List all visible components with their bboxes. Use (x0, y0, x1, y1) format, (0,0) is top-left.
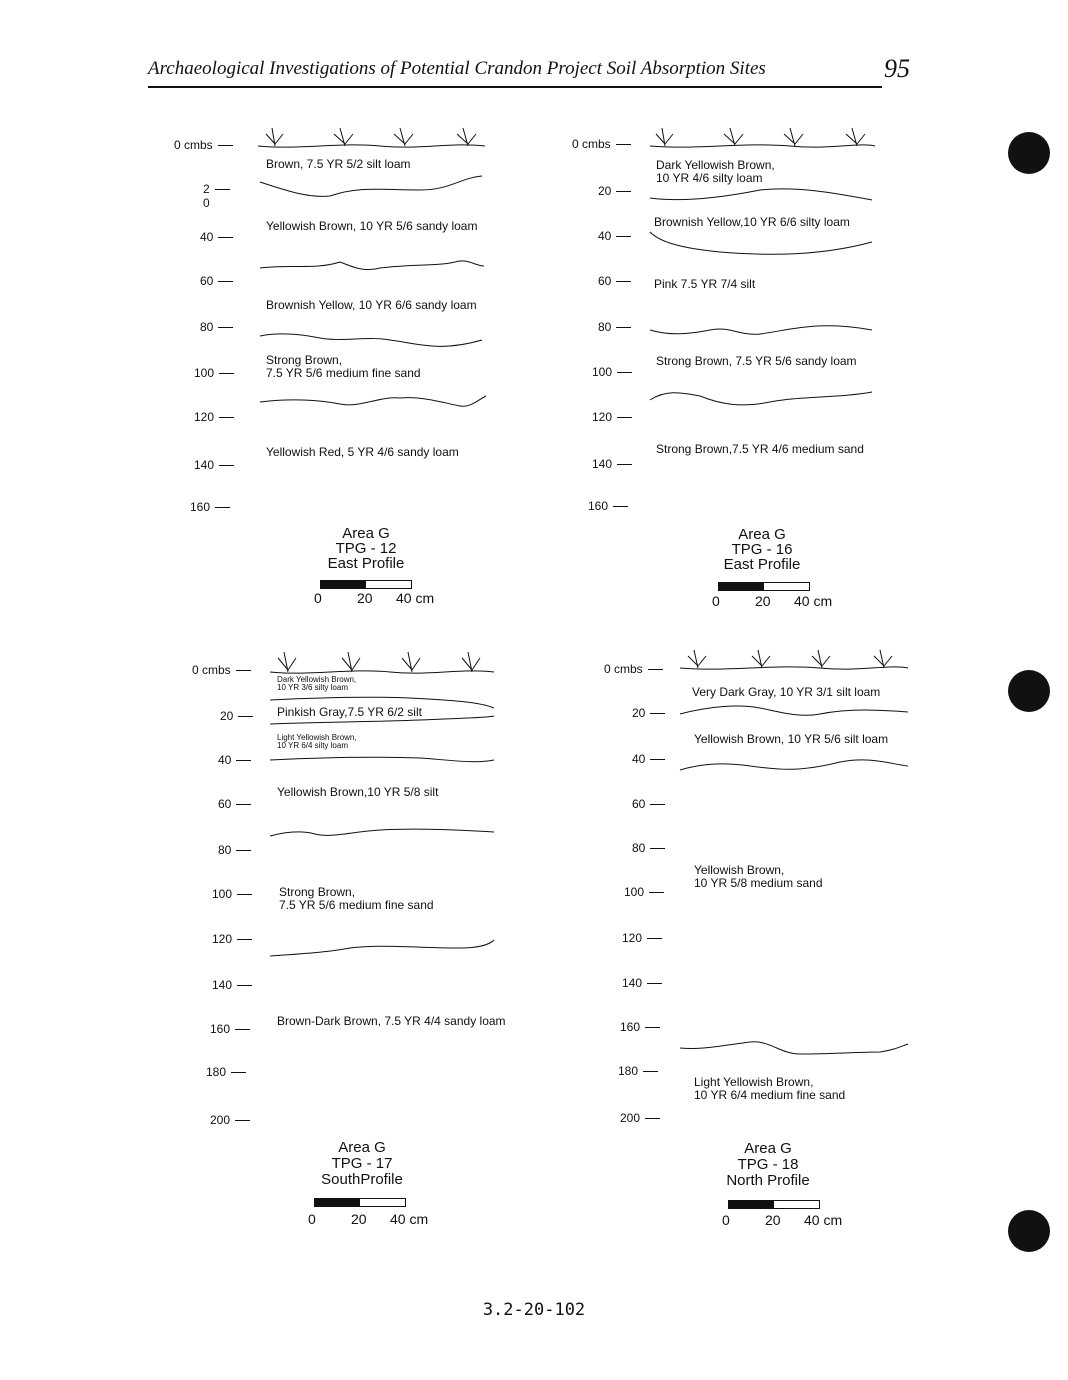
layer-label: 10 YR 4/6 silty loam (656, 171, 763, 185)
depth-tick: 20 (632, 706, 665, 720)
depth-tick: 60 (598, 274, 631, 288)
layer-label: Pink 7.5 YR 7/4 silt (654, 277, 756, 291)
caption-profile: East Profile (327, 555, 405, 572)
layer-label: Dark Yellowish Brown, (277, 675, 357, 684)
depth-tick: 100 (592, 365, 632, 379)
caption-area: Area G (738, 526, 786, 543)
depth-tick: 100 (624, 885, 664, 899)
grass-icon (656, 128, 865, 146)
tpg16-boundary-3 (650, 326, 872, 335)
scale-label-end: 40 cm (390, 1211, 429, 1227)
depth-tick: 140 (212, 978, 252, 992)
scale-label-end: 40 cm (396, 590, 435, 606)
depth-tick: 40 (200, 230, 233, 244)
scale-bar (718, 582, 810, 591)
scale-label-mid: 20 (765, 1212, 781, 1228)
depth-tick: 2 (203, 182, 230, 196)
grass-icon (266, 128, 476, 146)
tpg18-boundary-2 (680, 760, 908, 770)
depth-tick: 40 (632, 752, 665, 766)
layer-label: Brown-Dark Brown, 7.5 YR 4/4 sandy loam (277, 1014, 506, 1028)
tpg16-boundary-1 (650, 189, 872, 200)
scale-label-zero: 0 (722, 1212, 730, 1228)
layer-label: 10 YR 6/4 medium fine sand (694, 1088, 846, 1102)
grass-icon (688, 650, 892, 668)
depth-tick: 200 (620, 1111, 660, 1125)
caption-profile: East Profile (723, 556, 801, 573)
depth-tick: 180 (206, 1065, 246, 1079)
page-number: 95 (884, 54, 910, 83)
caption-test-pit: TPG - 12 (335, 540, 397, 557)
depth-tick: 60 (218, 797, 251, 811)
layer-label: 7.5 YR 5/6 medium fine sand (266, 366, 421, 380)
scale-label-zero: 0 (314, 590, 322, 606)
depth-tick: 20 (598, 184, 631, 198)
scale-label-end: 40 cm (804, 1212, 843, 1228)
tpg17-boundary-4 (270, 829, 494, 836)
layer-label: Brownish Yellow, 10 YR 6/6 sandy loam (266, 298, 477, 312)
tpg18-boundary-1 (680, 706, 908, 715)
scale-bar (314, 1198, 406, 1207)
scale-bar (320, 580, 412, 589)
depth-tick: 160 (210, 1022, 250, 1036)
depth-tick: 120 (622, 931, 662, 945)
depth-tick: 0 cmbs (604, 662, 663, 676)
layer-label: Light Yellowish Brown, (694, 1075, 814, 1089)
depth-tick: 140 (622, 976, 662, 990)
depth-tick: 120 (194, 410, 234, 424)
layer-label: 7.5 YR 5/6 medium fine sand (279, 898, 434, 912)
layer-label: Yellowish Brown, 10 YR 5/6 silt loam (694, 732, 889, 746)
depth-tick: 80 (200, 320, 233, 334)
depth-tick: 0 cmbs (174, 138, 233, 152)
tpg18-ground-surface (680, 667, 908, 669)
depth-tick: 80 (218, 843, 251, 857)
caption-profile: SouthProfile (321, 1171, 403, 1188)
layer-label: Yellowish Red, 5 YR 4/6 sandy loam (266, 445, 459, 459)
layer-label: Strong Brown,7.5 YR 4/6 medium sand (656, 442, 864, 456)
caption-test-pit: TPG - 16 (731, 541, 793, 558)
tpg18-boundary-3 (680, 1042, 908, 1054)
depth-tick: 120 (212, 932, 252, 946)
layer-label: Light Yellowish Brown, (277, 733, 357, 742)
layer-label: Yellowish Brown,10 YR 5/8 silt (277, 785, 439, 799)
depth-tick: 160 (620, 1020, 660, 1034)
tpg18-drawing (680, 650, 908, 1054)
depth-tick: 160 (588, 499, 628, 513)
caption-profile: North Profile (726, 1172, 810, 1189)
caption-area: Area G (338, 1139, 386, 1156)
layer-label: Yellowish Brown, 10 YR 5/6 sandy loam (266, 219, 478, 233)
tpg17-boundary-3 (270, 757, 494, 762)
depth-tick: 0 cmbs (192, 663, 251, 677)
scale-bar (728, 1200, 820, 1209)
caption-area: Area G (744, 1140, 792, 1157)
depth-tick: 0 (203, 196, 210, 210)
layer-label: Dark Yellowish Brown, (656, 158, 775, 172)
layer-label: 10 YR 5/8 medium sand (694, 876, 823, 890)
layer-label: 10 YR 6/4 silty loam (277, 741, 348, 750)
depth-tick: 200 (210, 1113, 250, 1127)
grass-icon (278, 652, 480, 672)
tpg16-boundary-4 (650, 392, 872, 405)
caption-area: Area G (342, 525, 390, 542)
layer-label: Strong Brown, 7.5 YR 5/6 sandy loam (656, 354, 857, 368)
layer-label: Very Dark Gray, 10 YR 3/1 silt loam (692, 685, 881, 699)
depth-tick: 120 (592, 410, 632, 424)
layer-label: Yellowish Brown, (694, 863, 785, 877)
depth-tick: 140 (592, 457, 632, 471)
depth-tick: 40 (598, 229, 631, 243)
scale-label-zero: 0 (308, 1211, 316, 1227)
layer-label: Pinkish Gray,7.5 YR 6/2 silt (277, 705, 422, 719)
layer-label: Brown, 7.5 YR 5/2 silt loam (266, 157, 411, 171)
tpg12-boundary-1 (260, 176, 482, 196)
layer-label: Strong Brown, (279, 885, 356, 899)
depth-tick: 140 (194, 458, 234, 472)
scale-label-zero: 0 (712, 593, 720, 609)
tpg17-ground-surface (270, 671, 494, 673)
depth-tick: 0 cmbs (572, 137, 631, 151)
layer-label: Strong Brown, (266, 353, 343, 367)
tpg16-ground-surface (650, 145, 875, 147)
depth-tick: 160 (190, 500, 230, 514)
depth-tick: 80 (598, 320, 631, 334)
depth-tick: 20 (220, 709, 253, 723)
document-code: 3.2-20-102 (482, 1300, 586, 1320)
tpg12-ground-surface (258, 145, 485, 147)
tpg16-boundary-2 (650, 232, 872, 254)
tpg12-boundary-4 (260, 396, 486, 406)
depth-tick: 100 (194, 366, 234, 380)
caption-test-pit: TPG - 17 (331, 1155, 393, 1172)
depth-tick: 100 (212, 887, 252, 901)
caption-test-pit: TPG - 18 (737, 1156, 799, 1173)
scale-label-mid: 20 (357, 590, 373, 606)
running-header-title: Archaeological Investigations of Potential Crandon Project Soil Absorption Sites (148, 58, 766, 79)
tpg17-boundary-5 (270, 940, 494, 956)
scale-label-mid: 20 (755, 593, 771, 609)
scale-label-mid: 20 (351, 1211, 367, 1227)
depth-tick: 80 (632, 841, 665, 855)
depth-tick: 60 (200, 274, 233, 288)
scale-label-end: 40 cm (794, 593, 833, 609)
layer-label: 10 YR 3/6 silty loam (277, 683, 348, 692)
depth-tick: 180 (618, 1064, 658, 1078)
depth-tick: 60 (632, 797, 665, 811)
tpg12-boundary-3 (260, 334, 482, 347)
layer-label: Brownish Yellow,10 YR 6/6 silty loam (654, 215, 850, 229)
tpg12-boundary-2 (260, 261, 484, 270)
depth-tick: 40 (218, 753, 251, 767)
